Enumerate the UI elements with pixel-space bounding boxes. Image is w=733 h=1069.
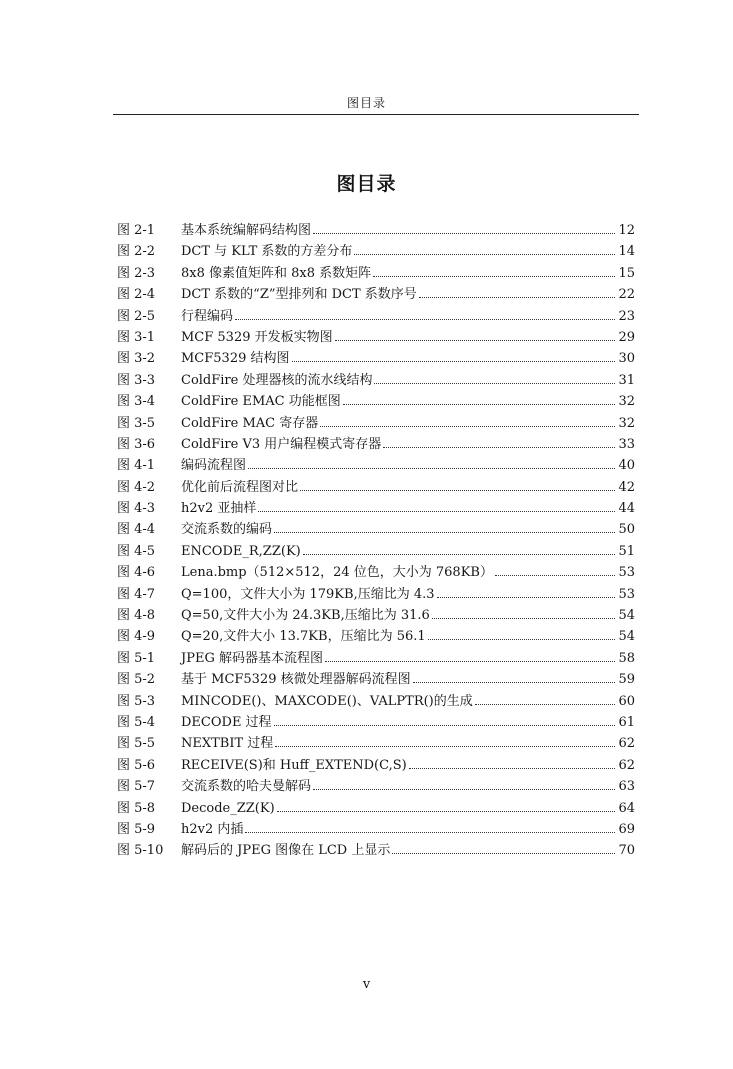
dot-leader	[354, 253, 615, 255]
figure-title: NEXTBIT 过程	[181, 736, 274, 752]
dot-leader	[248, 467, 615, 469]
figure-label: 图 2-5	[117, 308, 156, 324]
figure-title: Q=20,文件大小 13.7KB，压缩比为 56.1	[181, 629, 426, 645]
page-ref: 51	[618, 543, 635, 559]
header-rule	[113, 114, 639, 115]
figure-title: MCF 5329 开发板实物图	[181, 329, 333, 345]
figure-label: 图 4-5	[117, 543, 156, 559]
page-ref: 44	[618, 501, 635, 517]
figure-title: 基于 MCF5329 核微处理器解码流程图	[181, 672, 411, 688]
dot-leader	[437, 596, 616, 598]
page-ref: 61	[618, 714, 635, 730]
page-title: 图目录	[336, 173, 397, 195]
toc-entry[interactable]	[117, 839, 635, 860]
page-ref: 53	[618, 586, 635, 602]
toc-entry[interactable]	[117, 540, 635, 561]
dot-leader	[373, 275, 615, 277]
figure-label: 图 4-4	[117, 522, 156, 538]
toc-entry[interactable]	[117, 476, 635, 497]
page-ref: 40	[618, 458, 635, 474]
dot-leader	[300, 489, 615, 491]
figure-label: 图 2-2	[117, 244, 156, 260]
page-ref: 32	[618, 415, 635, 431]
page-ref: 22	[618, 287, 635, 303]
figure-title: ColdFire 处理器核的流水线结构	[181, 372, 373, 388]
figure-label: 图 5-7	[117, 779, 156, 795]
figure-label: 图 4-3	[117, 501, 156, 517]
page-ref: 33	[618, 436, 635, 452]
figure-title: Q=100，文件大小为 179KB,压缩比为 4.3	[181, 586, 435, 602]
page-ref: 64	[618, 800, 635, 816]
dot-leader	[303, 553, 616, 555]
toc-entry[interactable]	[117, 219, 635, 240]
figure-label: 图 5-9	[117, 821, 156, 837]
figure-title: JPEG 解码器基本流程图	[181, 650, 323, 666]
dot-leader	[274, 531, 615, 533]
toc-entry[interactable]	[117, 412, 635, 433]
running-header: 图目录	[346, 96, 386, 110]
figure-label: 图 4-8	[117, 608, 156, 624]
figure-title: DCT 与 KLT 系数的方差分布	[181, 244, 353, 260]
dot-leader	[277, 810, 616, 812]
figure-title: 解码后的 JPEG 图像在 LCD 上显示	[181, 843, 391, 859]
figure-title: Decode_ZZ(K)	[181, 800, 275, 816]
dot-leader	[343, 403, 616, 405]
figure-title: 优化前后流程图对比	[181, 479, 299, 495]
toc-entry[interactable]	[117, 818, 635, 839]
toc-entry[interactable]	[117, 433, 635, 454]
figure-label: 图 4-2	[117, 479, 156, 495]
dot-leader	[292, 360, 616, 362]
figure-title: 交流系数的编码	[181, 522, 273, 538]
figure-label: 图 2-3	[117, 265, 156, 281]
page-ref: 58	[618, 650, 635, 666]
figure-title: 基本系统编解码结构图	[181, 223, 312, 238]
figure-list	[117, 219, 635, 861]
dot-leader	[258, 510, 615, 512]
page-ref: 31	[618, 372, 635, 388]
page-ref: 14	[618, 244, 635, 260]
dot-leader	[495, 574, 615, 576]
figure-title: Q=50,文件大小为 24.3KB,压缩比为 31.6	[181, 608, 430, 624]
figure-title: h2v2 内插	[181, 821, 244, 837]
dot-leader	[374, 382, 615, 384]
figure-label: 图 5-2	[117, 672, 156, 688]
page-ref: 12	[618, 223, 635, 238]
toc-entry[interactable]	[117, 518, 635, 539]
figure-label: 图 3-3	[117, 372, 156, 388]
figure-label: 图 5-4	[117, 714, 156, 730]
toc-entry[interactable]	[117, 326, 635, 347]
page-ref: 54	[618, 608, 635, 624]
page-ref: 62	[618, 736, 635, 752]
figure-label: 图 5-8	[117, 800, 156, 816]
toc-entry[interactable]	[117, 668, 635, 689]
page-ref: 70	[618, 843, 635, 859]
dot-leader	[428, 638, 616, 640]
toc-entry[interactable]	[117, 690, 635, 711]
toc-entry[interactable]	[117, 775, 635, 796]
dot-leader	[235, 318, 615, 320]
dot-leader	[320, 425, 615, 427]
page-ref: 15	[618, 265, 635, 281]
toc-entry[interactable]	[117, 497, 635, 518]
figure-title: ENCODE_R,ZZ(K)	[181, 543, 301, 559]
dot-leader	[409, 767, 616, 769]
figure-title: 交流系数的哈夫曼解码	[181, 779, 312, 795]
toc-entry[interactable]	[117, 711, 635, 732]
figure-label: 图 4-9	[117, 629, 156, 645]
figure-title: ColdFire EMAC 功能框图	[181, 394, 341, 410]
figure-label: 图 3-1	[117, 329, 156, 345]
figure-label: 图 5-3	[117, 693, 156, 709]
figure-title: DCT 系数的“Z”型排列和 DCT 系数序号	[181, 287, 417, 303]
toc-entry[interactable]	[117, 797, 635, 818]
figure-title: 行程编码	[181, 308, 234, 324]
toc-entry[interactable]	[117, 625, 635, 646]
figure-label: 图 3-4	[117, 394, 156, 410]
page-ref: 63	[618, 779, 635, 795]
dot-leader	[475, 703, 616, 705]
dot-leader	[413, 681, 616, 683]
toc-entry[interactable]	[117, 754, 635, 775]
toc-entry[interactable]	[117, 454, 635, 475]
dot-leader	[313, 788, 615, 790]
figure-title: Lena.bmp（512×512，24 位色，大小为 768KB）	[181, 565, 493, 581]
dot-leader	[313, 232, 615, 234]
figure-title: MINCODE()、MAXCODE()、VALPTR()的生成	[181, 693, 473, 709]
figure-title: MCF5329 结构图	[181, 351, 290, 367]
figure-title: ColdFire MAC 寄存器	[181, 415, 319, 431]
figure-label: 图 5-6	[117, 757, 156, 773]
page-ref: 60	[618, 693, 635, 709]
page-ref: 29	[618, 329, 635, 345]
dot-leader	[392, 852, 615, 854]
toc-entry[interactable]	[117, 347, 635, 368]
toc-entry[interactable]	[117, 240, 635, 261]
toc-entry[interactable]	[117, 283, 635, 304]
page-ref: 53	[618, 565, 635, 581]
figure-title: DECODE 过程	[181, 714, 272, 730]
page-ref: 50	[618, 522, 635, 538]
dot-leader	[419, 296, 616, 298]
toc-entry[interactable]	[117, 604, 635, 625]
figure-label: 图 3-5	[117, 415, 156, 431]
toc-entry[interactable]	[117, 647, 635, 668]
figure-label: 图 2-4	[117, 287, 156, 303]
page-ref: 54	[618, 629, 635, 645]
toc-entry[interactable]	[117, 369, 635, 390]
page-number: v	[362, 977, 371, 992]
dot-leader	[275, 745, 615, 747]
figure-label: 图 3-2	[117, 351, 156, 367]
page-ref: 32	[618, 394, 635, 410]
toc-entry[interactable]	[117, 305, 635, 326]
toc-entry[interactable]	[117, 561, 635, 582]
figure-label: 图 4-1	[117, 458, 156, 474]
figure-label: 图 5-1	[117, 650, 156, 666]
figure-title: 编码流程图	[181, 458, 247, 474]
page-ref: 59	[618, 672, 635, 688]
figure-title: h2v2 亚抽样	[181, 501, 257, 517]
page-ref: 23	[618, 308, 635, 324]
dot-leader	[383, 446, 615, 448]
figure-label: 图 5-5	[117, 736, 156, 752]
page-ref: 62	[618, 757, 635, 773]
dot-leader	[245, 831, 615, 833]
dot-leader	[432, 617, 616, 619]
figure-label: 图 4-6	[117, 565, 156, 581]
dot-leader	[335, 339, 616, 341]
toc-entry[interactable]	[117, 390, 635, 411]
figure-label: 图 3-6	[117, 436, 156, 452]
dot-leader	[274, 724, 616, 726]
figure-label: 图 2-1	[117, 223, 156, 238]
figure-label: 图 5-10	[117, 843, 164, 859]
figure-label: 图 4-7	[117, 586, 156, 602]
toc-entry[interactable]	[117, 262, 635, 283]
figure-title: 8x8 像素值矩阵和 8x8 系数矩阵	[181, 265, 372, 281]
page-ref: 69	[618, 821, 635, 837]
figure-title: ColdFire V3 用户编程模式寄存器	[181, 436, 382, 452]
page-ref: 30	[618, 351, 635, 367]
page-ref: 42	[618, 479, 635, 495]
dot-leader	[325, 660, 615, 662]
figure-title: RECEIVE(S)和 Huff_EXTEND(C,S)	[181, 757, 407, 773]
toc-entry[interactable]	[117, 583, 635, 604]
toc-entry[interactable]	[117, 732, 635, 753]
